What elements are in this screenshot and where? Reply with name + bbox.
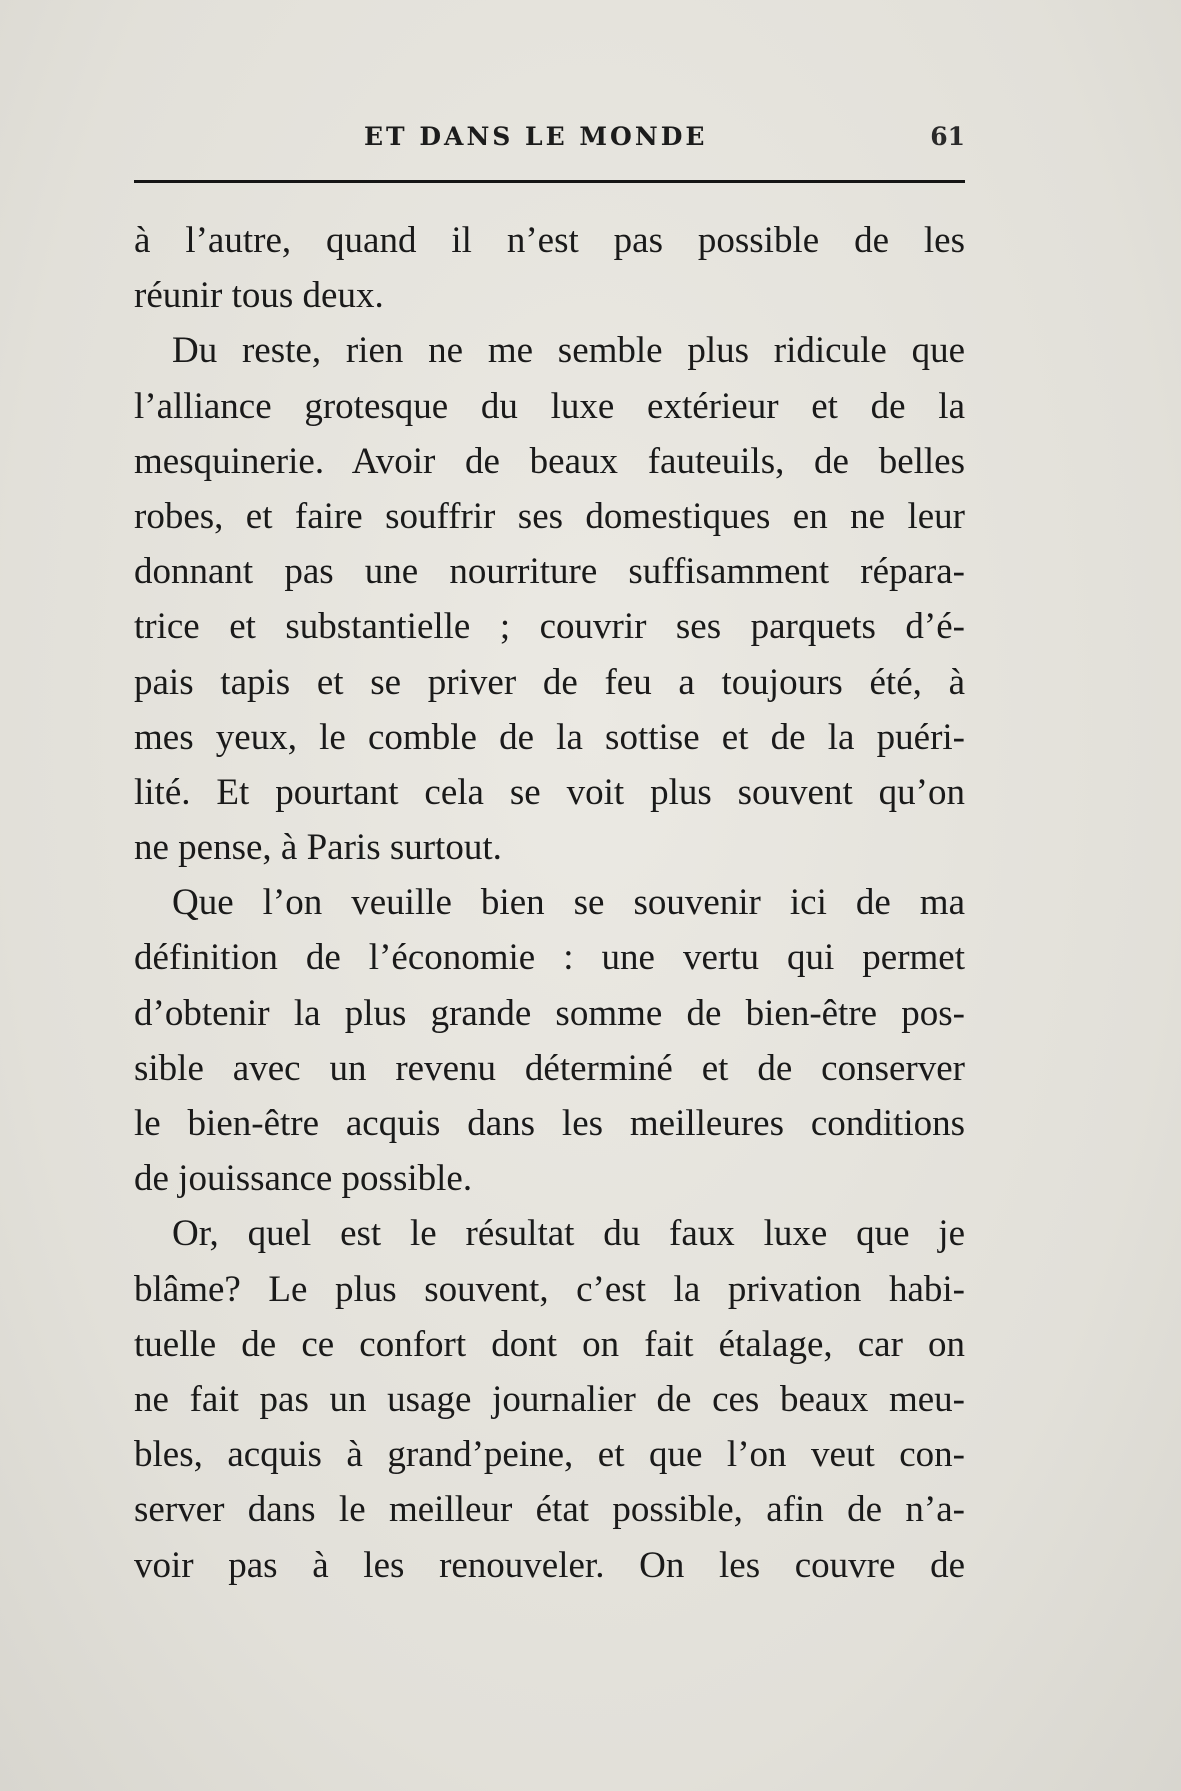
text-line: de jouissance possible. <box>134 1158 473 1200</box>
text-line: bles, acquis à grand’peine, et que l’on veut con- <box>134 1434 965 1476</box>
page-number: 61 <box>930 122 965 151</box>
text-line: server dans le meilleur état possible, afin de n’a- <box>134 1489 965 1531</box>
text-line: ne pense, à Paris surtout. <box>134 827 502 869</box>
text-line: donnant pas une nourriture suffisamment répara- <box>134 551 965 593</box>
text-line: définition de l’économie : une vertu qui permet <box>134 937 965 979</box>
text-line: mesquinerie. Avoir de beaux fauteuils, de belles <box>134 440 965 482</box>
text-line: pais tapis et se priver de feu a toujours été, à <box>134 661 965 703</box>
text-line: blâme? Le plus souvent, c’est la privation habi- <box>134 1268 965 1310</box>
text-line: mes yeux, le comble de la sottise et de la puéri- <box>134 716 965 758</box>
text-line: trice et substantielle ; couvrir ses parquets d’é- <box>134 606 965 648</box>
text-line: Que l’on veuille bien se souvenir ici de ma <box>172 882 965 924</box>
text-line: le bien-être acquis dans les meilleures conditions <box>134 1103 965 1144</box>
text-line: voir pas à les renouveler. On les couvre de <box>134 1544 965 1586</box>
text-line: Du reste, rien ne me semble plus ridicule que <box>172 330 965 372</box>
text-line: d’obtenir la plus grande somme de bien-être pos- <box>134 992 965 1034</box>
text-line: robes, et faire souffrir ses domestiques en ne leur <box>134 495 965 537</box>
text-line: Or, quel est le résultat du faux luxe que je <box>172 1213 965 1255</box>
header-rule <box>134 180 965 183</box>
text-line: ne fait pas un usage journalier de ces beaux meu- <box>134 1378 965 1420</box>
text-line: l’alliance grotesque du luxe extérieur et de la <box>134 385 965 427</box>
text-line: réunir tous deux. <box>134 275 384 317</box>
text-line: tuelle de ce confort dont on fait étalage, car on <box>134 1323 965 1365</box>
text-line: sible avec un revenu déterminé et de conserver <box>134 1047 965 1089</box>
running-header <box>134 122 965 162</box>
text-line: lité. Et pourtant cela se voit plus souvent qu’on <box>134 771 965 813</box>
body-text <box>134 218 965 1598</box>
text-line: à l’autre, quand il n’est pas possible de les <box>134 220 965 261</box>
running-title: ET DANS LE MONDE <box>364 122 708 151</box>
